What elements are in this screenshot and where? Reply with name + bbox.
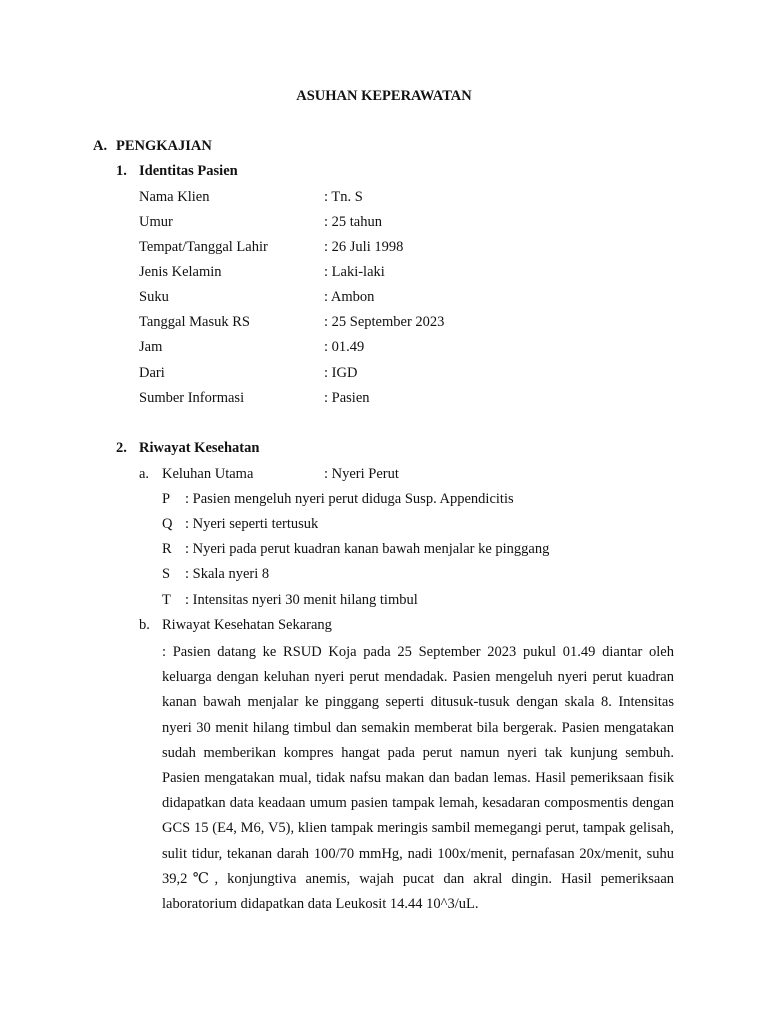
identitas-label: Tempat/Tanggal Lahir [139, 239, 268, 255]
identitas-value: : 25 September 2023 [324, 314, 445, 330]
identitas-value: : Ambon [324, 289, 375, 305]
identitas-heading: Identitas Pasien [139, 163, 238, 179]
section-a-marker: A. [93, 138, 108, 154]
pqrst-text: : Nyeri seperti tertusuk [185, 516, 319, 532]
pqrst-letter: R [162, 541, 172, 557]
pqrst-text: : Nyeri pada perut kuadran kanan bawah menjalar ke pinggang [185, 541, 550, 557]
identitas-number: 1. [116, 163, 127, 179]
pqrst-letter: P [162, 491, 171, 507]
sekarang-paragraph: : Pasien datang ke RSUD Koja pada 25 September 2023 pukul 01.49 diantar oleh keluarga dengan keluhan nyeri perut mendadak. Pasien mengeluh nyeri perut kuadran kanan bawah menjalar ke pinggang seperti ditusuk-tusuk dengan skala 8. Intensitas nyeri 30 menit hilang timbul dan semakin memberat bila bergerak. Pasien mengatakan sudah memberikan kompres hangat pada perut namun nyeri tak kunjung sembuh. Pasien mengatakan mual, tidak nafsu makan dan badan lemas. Hasil pemeriksaan fisik didapatkan data keadaan umum pasien tampak lemah, kesadaran composmentis dengan GCS 15 (E4, M6, V5), klien tampak meringis sambil memegangi perut, tampak gelisah, sulit tidur, tekanan darah 100/70 mmHg, nadi 100x/menit, pernafasan 20x/menit, suhu 39,2℃, konjungtiva anemis, wajah pucat dan akral dingin. Hasil pemeriksaan laboratorium didapatkan data Leukosit 14.44 10^3/uL. [162, 644, 674, 913]
identitas-label: Umur [139, 214, 173, 230]
identitas-label: Jenis Kelamin [139, 264, 222, 280]
identitas-value: : Pasien [324, 390, 370, 406]
pqrst-letter: T [162, 592, 171, 608]
identitas-value: : 01.49 [324, 339, 365, 355]
riwayat-number: 2. [116, 440, 127, 456]
identitas-value: : 25 tahun [324, 214, 382, 230]
keluhan-label: Keluhan Utama [162, 466, 254, 482]
identitas-value: : Laki-laki [324, 264, 385, 280]
keluhan-marker: a. [139, 466, 150, 482]
riwayat-heading: Riwayat Kesehatan [139, 440, 260, 456]
identitas-value: : IGD [324, 365, 358, 381]
pqrst-text: : Intensitas nyeri 30 menit hilang timbul [185, 592, 418, 608]
identitas-label: Suku [139, 289, 169, 305]
identitas-label: Dari [139, 365, 165, 381]
pqrst-text: : Skala nyeri 8 [185, 566, 270, 582]
pqrst-letter: Q [162, 516, 173, 532]
identitas-label: Sumber Informasi [139, 390, 245, 406]
pqrst-letter: S [162, 566, 171, 582]
sekarang-marker: b. [139, 617, 150, 633]
identitas-label: Jam [139, 339, 163, 355]
keluhan-value: : Nyeri Perut [324, 466, 399, 482]
document-title: ASUHAN KEPERAWATAN [296, 88, 472, 104]
identitas-label: Nama Klien [139, 189, 210, 205]
identitas-value: : 26 Juli 1998 [324, 239, 404, 255]
pqrst-text: : Pasien mengeluh nyeri perut diduga Susp. Appendicitis [185, 491, 514, 507]
sekarang-label: Riwayat Kesehatan Sekarang [162, 617, 332, 633]
section-a-heading: PENGKAJIAN [116, 138, 212, 154]
identitas-label: Tanggal Masuk RS [139, 314, 250, 330]
identitas-value: : Tn. S [324, 189, 363, 205]
